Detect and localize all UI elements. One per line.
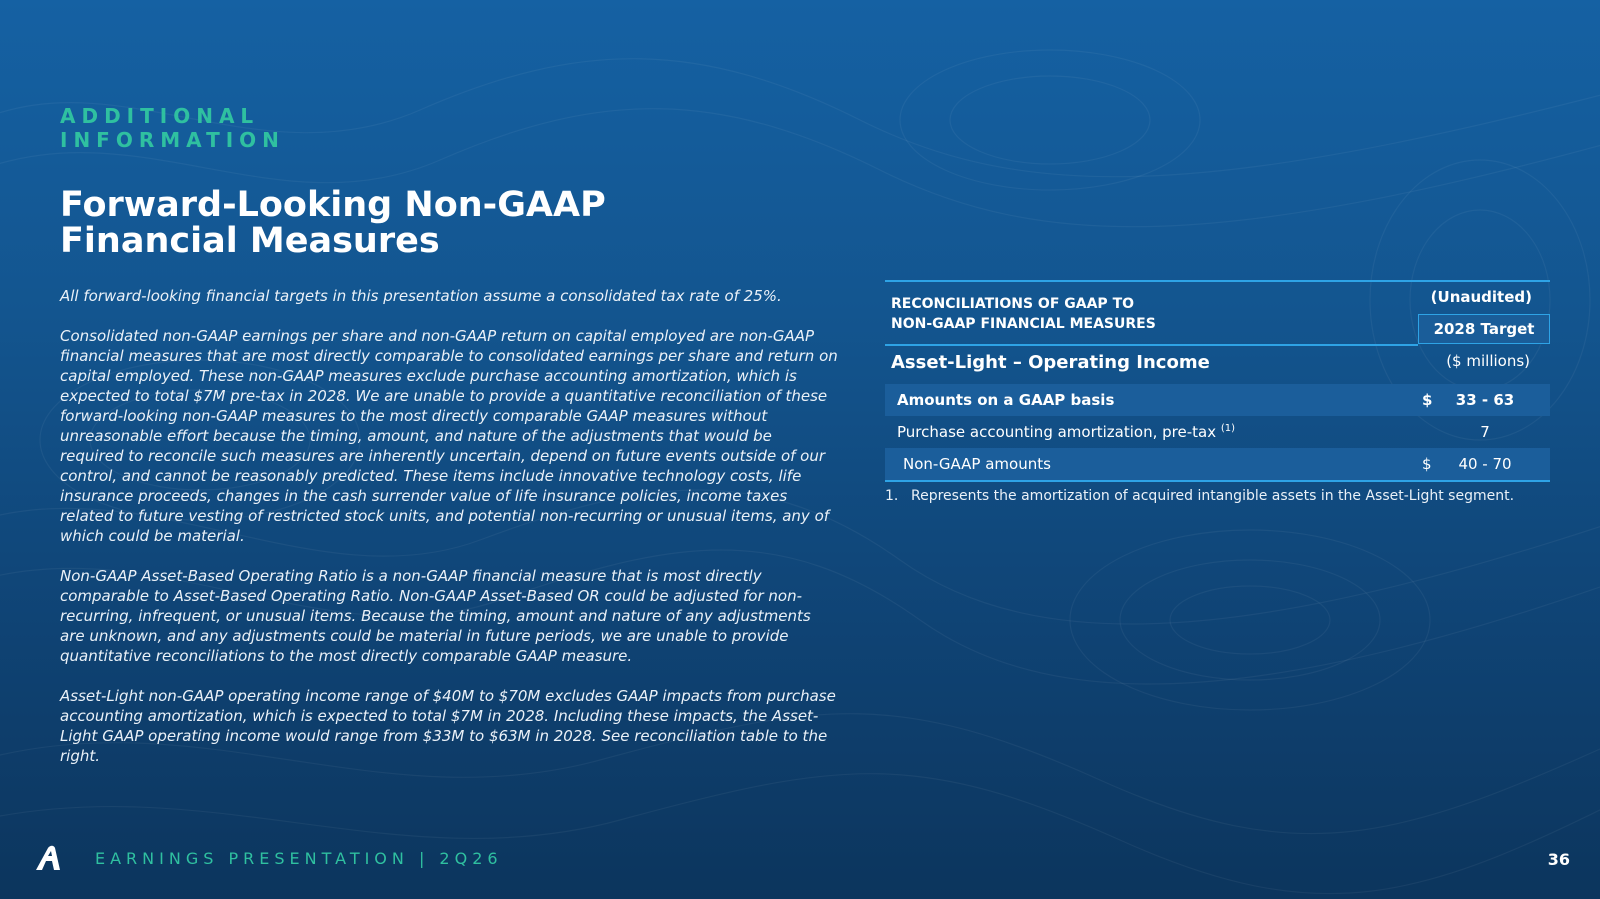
section-title: Asset-Light – Operating Income xyxy=(891,352,1210,373)
footnote-number: 1. xyxy=(885,488,899,504)
footer-label: EARNINGS PRESENTATION | 2Q26 xyxy=(95,849,503,868)
section-row xyxy=(885,346,1550,384)
row-value: 7 xyxy=(1480,423,1490,441)
paragraph-operating-ratio: Non-GAAP Asset-Based Operating Ratio is a non-GAAP financial measure that is most directly comparable to Asset-Based Operating Ratio. Non-GAAP Asset-Based OR could be adjusted for non-recurring, infrequent, or unusual items. Because the timing, amount and nature of any adjustments are unknown, and any adjustments could be material in future periods, we are unable to provide quantitative reconciliations to the most directly comparable GAAP measure. xyxy=(60,567,811,665)
table-heading xyxy=(891,294,1271,334)
page-number: 36 xyxy=(1547,850,1570,869)
footnote xyxy=(885,488,1550,504)
footnote-ref: (1) xyxy=(1220,423,1236,434)
row-label: Amounts on a GAAP basis xyxy=(897,391,1115,409)
row-label-group xyxy=(897,423,1235,441)
table-heading-line-1: RECONCILIATIONS OF GAAP TO xyxy=(891,296,1135,312)
row-currency: $ xyxy=(1422,391,1433,409)
row-value: 33 - 63 xyxy=(1455,391,1515,409)
company-logo xyxy=(34,845,66,871)
paragraph-asset-light: Asset-Light non-GAAP operating income range of $40M to $70M excludes GAAP impacts from purchase accounting amortization, which is expected to total $7M in 2028. Including these impacts, the Asset-Light GAAP operating income would range from $33M to $63M in 2028. See reconciliation table to the right. xyxy=(60,687,836,765)
row-value: 40 - 70 xyxy=(1458,455,1512,473)
page-title: Forward-Looking Non-GAAP Financial Measures xyxy=(60,185,606,261)
table-header xyxy=(885,280,1550,346)
body-text xyxy=(60,286,840,786)
unaudited-label: (Unaudited) xyxy=(1430,288,1532,306)
row-currency: $ xyxy=(1422,455,1432,473)
paragraph-tax-rate: All forward-looking financial targets in this presentation assume a consolidated tax rate of 25%. xyxy=(60,287,782,305)
reconciliation-table xyxy=(885,280,1550,504)
table-row xyxy=(885,384,1550,416)
footnote-text: Represents the amortization of acquired intangible assets in the Asset-Light segment. xyxy=(911,488,1515,504)
row-label: Non-GAAP amounts xyxy=(903,455,1051,473)
paragraph-eps-roce: Consolidated non-GAAP earnings per share and non-GAAP return on capital employed are non-GAAP financial measures that are most directly comparable to consolidated earnings per share and return on capital employed. These non-GAAP measures exclude purchase accounting amortization, which is expected to total $7M pre-tax in 2028. We are unable to provide a quantitative reconciliation of these forward-looking non-GAAP measures to the most directly comparable GAAP measures without unreasonable effort because the timing, amount, and nature of the adjustments that would be required to reconcile such measures are inherently uncertain, depend on future events outside of our control, and cannot be reasonably predicted. These items include innovative technology costs, life insurance proceeds, changes in the cash surrender value of life insurance policies, income taxes related to future vesting of restricted stock units, and potential non-recurring or unusual items, any of which could be material. xyxy=(60,327,838,545)
table-heading-line-2: NON-GAAP FINANCIAL MEASURES xyxy=(891,316,1156,332)
units-label: ($ millions) xyxy=(1446,352,1530,370)
table-row xyxy=(885,416,1550,448)
table-row xyxy=(885,448,1550,482)
target-column-header: 2028 Target xyxy=(1418,314,1550,344)
row-label: Purchase accounting amortization, pre-tax xyxy=(897,423,1217,441)
section-eyebrow: ADDITIONAL INFORMATION xyxy=(60,104,285,152)
